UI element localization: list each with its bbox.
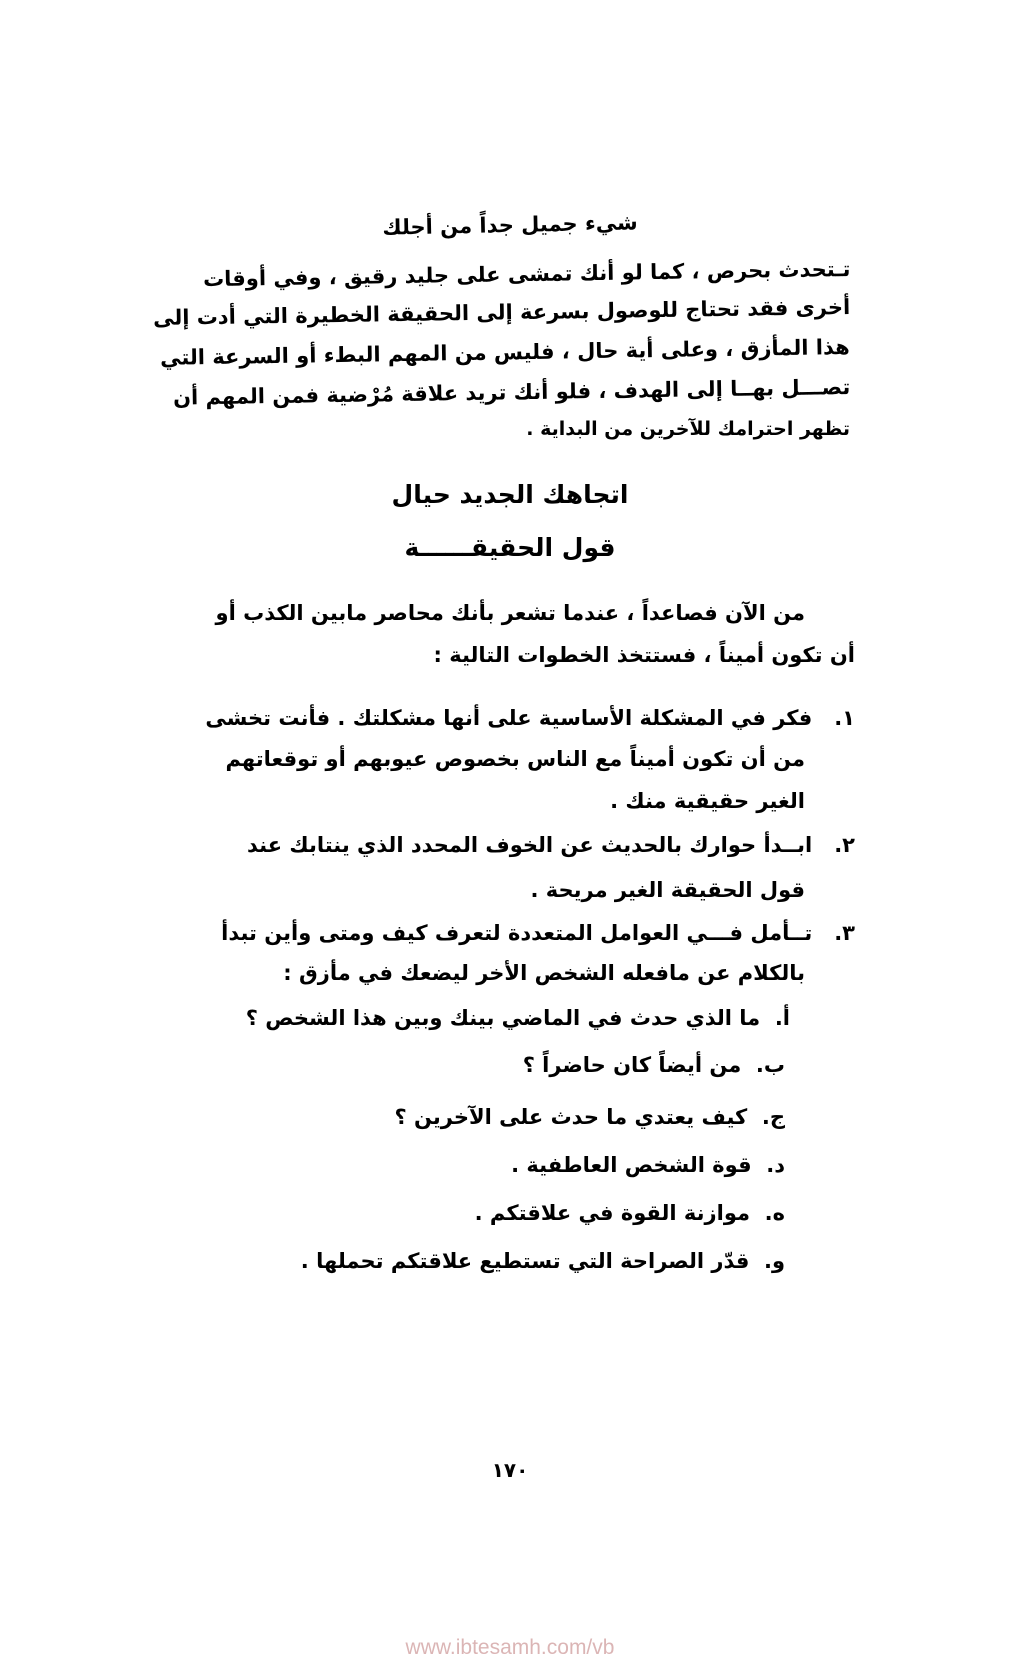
section-heading-line-2: قول الحقيقــــــة	[404, 533, 616, 562]
paragraph-line: هذا المأزق ، وعلى أية حال ، فليس من المهم البطء أو السرعة التي	[160, 335, 851, 370]
sub-item-e	[475, 1198, 785, 1228]
page-number: ١٧٠	[491, 1458, 529, 1482]
sub-item-letter: ب.	[755, 1053, 785, 1077]
paragraph-line: أخرى فقد تحتاج للوصول بسرعة إلى الحقيقة الخطيرة التي أدت إلى	[152, 295, 851, 330]
section-heading-line-1: اتجاهك الجديد حيال	[391, 480, 629, 509]
sub-item-letter: أ.	[774, 1006, 790, 1030]
sub-item-letter: د.	[766, 1153, 785, 1177]
step-continuation: الغير حقيقية منك .	[610, 789, 805, 813]
running-header: شيء جميل جداً من أجلك	[382, 210, 638, 240]
step-3	[221, 918, 855, 948]
step-number: ٢.	[834, 833, 855, 857]
sub-item-letter: و.	[763, 1249, 785, 1273]
sub-item-text: ما الذي حدث في الماضي بينك وبين هذا الشخص ؟	[245, 1006, 761, 1030]
step-number: ١.	[834, 706, 855, 730]
watermark-url: www.ibtesamh.com/vb	[405, 1636, 615, 1659]
sub-item-d	[511, 1150, 785, 1180]
sub-item-letter: ج.	[761, 1105, 785, 1129]
paragraph-line: تظهر احترامك للآخرين من البداية .	[526, 418, 850, 440]
step-2	[247, 830, 855, 860]
sub-item-c	[394, 1102, 785, 1132]
step-text: ابــدأ حوارك بالحديث عن الخوف المحدد الذي ينتابك عند	[247, 833, 813, 857]
sub-item-letter: ه.	[764, 1201, 785, 1225]
sub-item-b	[523, 1050, 785, 1080]
step-continuation: بالكلام عن مافعله الشخص الأخر ليضعك في مأزق :	[283, 961, 805, 985]
paragraph-line: تـتحدث بحرص ، كما لو أنك تمشى على جليد رقيق ، وفي أوقات	[202, 257, 851, 292]
lead-paragraph-line: من الآن فصاعداً ، عندما تشعر بأنك محاصر مابين الكذب أو	[215, 601, 805, 625]
sub-item-text: قوة الشخص العاطفية .	[511, 1153, 752, 1177]
sub-item-a	[246, 1003, 790, 1033]
sub-item-f	[301, 1246, 785, 1276]
paragraph-line: تصـــل بهــا إلى الهدف ، فلو أنك تريد علاقة مُرْضية فمن المهم أن	[172, 375, 851, 410]
step-number: ٣.	[834, 921, 855, 945]
sub-item-text: من أيضاً كان حاضراً ؟	[522, 1053, 742, 1077]
sub-item-text: كيف يعتدي ما حدث على الآخرين ؟	[394, 1105, 748, 1129]
step-1	[205, 703, 855, 733]
sub-item-text: موازنة القوة في علاقتكم .	[474, 1201, 750, 1225]
step-text: فكر في المشكلة الأساسية على أنها مشكلتك . فأنت تخشى	[205, 706, 813, 730]
sub-item-text: قدّر الصراحة التي تستطيع علاقتكم تحملها .	[300, 1249, 750, 1273]
step-continuation: من أن تكون أميناً مع الناس بخصوص عيوبهم أو توقعاتهم	[225, 747, 805, 771]
step-text: تــأمل فـــي العوامل المتعددة لتعرف كيف ومتى وأين تبدأ	[221, 921, 813, 945]
step-continuation: قول الحقيقة الغير مريحة .	[530, 878, 805, 902]
lead-paragraph-line: أن تكون أميناً ، فستتخذ الخطوات التالية :	[433, 643, 855, 667]
